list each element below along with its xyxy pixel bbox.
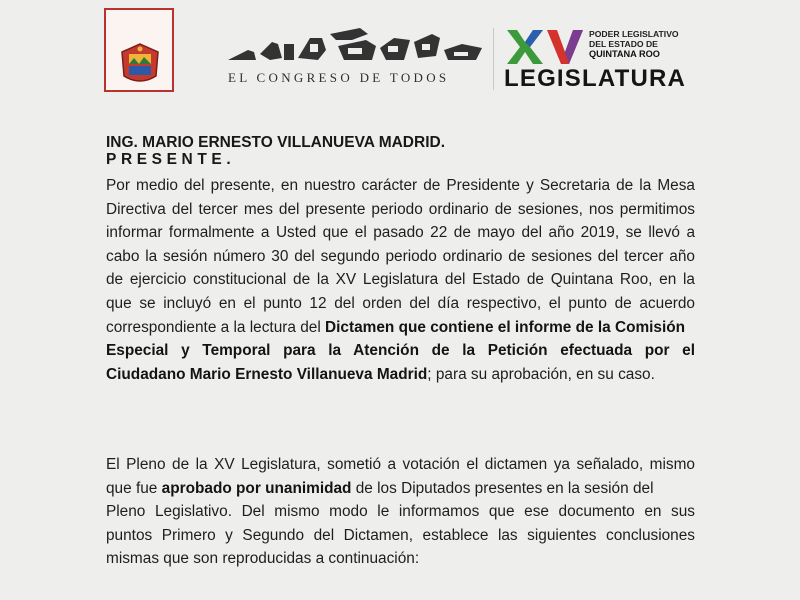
paragraph-line: cabo la sesión número 30 del segundo periodo ordinario de sesiones del tercer año <box>106 247 695 265</box>
bold-citizen-name: Ciudadano Mario Ernesto Villanueva Madrid <box>106 365 428 383</box>
bold-approval-text: aprobado por unanimidad <box>161 479 352 497</box>
paragraph-line <box>106 339 695 363</box>
paragraph-line: Por medio del presente, en nuestro carácter de Presidente y Secretaria de la Mesa <box>106 177 695 194</box>
congreso-de-todos-logo-icon <box>226 24 486 70</box>
poder-legislativo-text <box>589 29 699 59</box>
text-run: de los Diputados presentes en la sesión del <box>351 479 654 497</box>
congress-seal-logo <box>104 8 174 92</box>
header-divider <box>493 28 494 90</box>
paragraph-line <box>106 316 695 340</box>
text-run: ; para su aprobación, en su caso. <box>427 365 655 383</box>
paragraph-line: mismas que son reproducidas a continuación: <box>106 550 420 568</box>
poder-line-1: PODER LEGISLATIVO <box>589 29 679 39</box>
paragraph-line: informar formalmente a Usted que el pasado 22 de mayo del año 2019, se llevó a <box>106 224 695 242</box>
seal-emblem-icon <box>120 42 160 86</box>
bold-dictamen-title: Dictamen que contiene el informe de la Comisión <box>325 318 686 336</box>
legislatura-wordmark: LEGISLATURA <box>504 65 687 92</box>
letter-salutation: PRESENTE. <box>106 151 236 168</box>
congreso-tagline: EL CONGRESO DE TODOS <box>228 70 450 85</box>
text-run: que fue <box>106 479 162 497</box>
paragraph-line: Directiva del tercer mes del presente periodo ordinario de sesiones, nos permitimos <box>106 200 695 218</box>
paragraph-line: de ejercicio constitucional de la XV Legislatura del Estado de Quintana Roo, en la <box>106 271 695 289</box>
letter-paragraph-1 <box>106 174 695 386</box>
paragraph-line: que se incluyó en el punto 12 del orden del día respectivo, el punto de acuerdo <box>106 294 695 312</box>
xv-legislatura-logo-icon <box>505 28 585 66</box>
letter-paragraph-2 <box>106 453 695 571</box>
text-run: correspondiente a la lectura del <box>106 318 326 336</box>
poder-line-3: QUINTANA ROO <box>589 49 660 59</box>
poder-line-2: DEL ESTADO DE <box>589 39 658 49</box>
paragraph-line <box>106 363 695 387</box>
bold-dictamen-title: Especial y Temporal para la Atención de la Petición efectuada por el <box>106 342 695 360</box>
paragraph-line <box>106 477 695 501</box>
paragraph-line: Pleno Legislativo. Del mismo modo le informamos que ese documento en sus <box>106 503 695 521</box>
letter-addressee: ING. MARIO ERNESTO VILLANUEVA MADRID. <box>106 134 446 151</box>
paragraph-line: puntos Primero y Segundo del Dictamen, establece las siguientes conclusiones <box>106 526 695 544</box>
paragraph-line: El Pleno de la XV Legislatura, sometió a votación el dictamen ya señalado, mismo <box>106 456 695 473</box>
